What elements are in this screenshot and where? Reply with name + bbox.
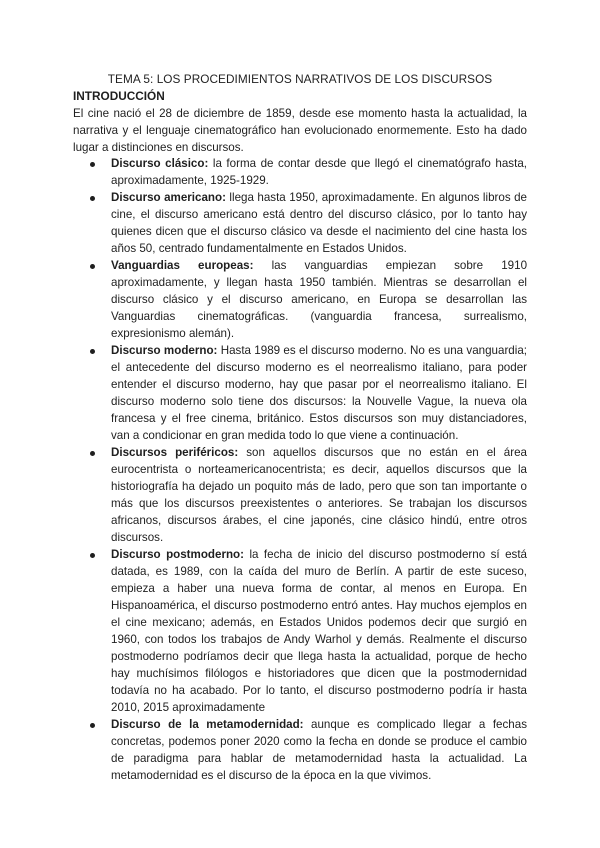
bullet-icon <box>90 723 95 728</box>
list-item-discurso-clasico <box>73 155 527 189</box>
list-item-term: Discurso clásico: <box>111 157 209 170</box>
list-item-text: llega hasta 1950, aproximadamente. En algunos libros de cine, el discurso americano está dentro del discurso clásico, por lo tanto hay quienes dicen que el discurso clásico va desde el nacimiento del cine hasta los años 50, centrado fundamentalmente en Estados Unidos. <box>111 191 527 255</box>
section-heading: INTRODUCCIÓN <box>73 89 165 103</box>
list-item-text: la fecha de inicio del discurso postmoderno sí está datada, es 1989, con la caída del muro de Berlín. A partir de este suceso, empieza a haber una nueva forma de contar, al menos en Europa. En Hispanoamérica, el discurso postmoderno entró antes. Hay muchos ejemplos en el cine mexicano; además, en Estados Unidos podemos decir que surgió en 1960, con todos los trabajos de Andy Warhol y demás. Realmente el discurso postmoderno podríamos decir que llega hasta la actualidad, porque de hecho hay muchísimos filólogos e historiadores que dicen que la postmodernidad todavía no ha acabado. Por lo tanto, el discurso postmoderno podría ir hasta 2010, 2015 aproximadamente <box>111 548 528 714</box>
intro-paragraph: El cine nació el 28 de diciembre de 1859, desde ese momento hasta la actualidad, la narrativa y el lenguaje cinematográfico han evolucionado enormemente. Esto ha dado lugar a distinciones en discursos. <box>73 107 527 154</box>
list-item-discurso-americano <box>73 189 527 257</box>
bullet-icon <box>90 451 95 456</box>
bullet-icon <box>90 553 95 558</box>
list-item-text: la forma de contar desde que llegó el cinematógrafo hasta, aproximadamente, 1925-1929. <box>111 157 527 187</box>
list-item-discurso-moderno <box>73 342 527 444</box>
list-item-vanguardias-europeas <box>73 257 527 342</box>
list-item-text: aunque es complicado llegar a fechas concretas, podemos poner 2020 como la fecha en donde se produce el cambio de paradigma para hablar de metamodernidad hasta la actualidad. La metamodernidad es el discurso de la época en la que vivimos. <box>111 718 527 782</box>
list-item-text: las vanguardias empiezan sobre 1910 aproximadamente, y llegan hasta 1950 también. Mientras se desarrollan el discurso clásico y el discurso americano, en Europa se desarrollan las Vanguardias cinematográficas. (vanguardia francesa, surrealismo, expresionismo alemán). <box>111 259 528 340</box>
list-item-text: son aquellos discursos que no están en el área eurocentrista o norteamericanocentrista; es decir, aquellos discursos que la historiografía ha dejado un poquito más de lado, pero que son tan importante o más que los discursos preexistentes o anteriores. Se trabajan los discursos africanos, discursos árabes, el cine japonés, cine clásico hindú, entre otros discursos. <box>111 446 527 544</box>
bullet-icon <box>90 264 95 269</box>
list-item-term: Discurso postmoderno: <box>111 548 244 561</box>
list-item-discursos-perifericos <box>73 444 527 546</box>
bullet-icon <box>90 349 95 354</box>
list-item-term: Discurso moderno: <box>111 344 218 357</box>
bullet-icon <box>90 162 95 167</box>
list-item-discurso-metamodernidad <box>73 716 527 784</box>
list-item-discurso-postmoderno <box>73 546 527 716</box>
list-item-term: Vanguardias europeas: <box>111 259 254 272</box>
discourse-list <box>73 155 527 784</box>
list-item-term: Discursos periféricos: <box>111 446 239 459</box>
list-item-text: Hasta 1989 es el discurso moderno. No es una vanguardia; el antecedente del discurso moderno es el neorrealismo italiano, para poder entender el discurso moderno, hay que pasar por el neorrealismo italiano. El discurso moderno solo tiene dos discursos: la Nouvelle Vague, la nueva ola francesa y el free cinema, británico. Estos discursos son muy distanciadores, van a condicionar en gran medida todo lo que viene a continuación. <box>111 344 527 442</box>
list-item-term: Discurso de la metamodernidad: <box>111 718 304 731</box>
document-title: TEMA 5: LOS PROCEDIMIENTOS NARRATIVOS DE LOS DISCURSOS <box>107 72 493 86</box>
bullet-icon <box>90 196 95 201</box>
list-item-term: Discurso americano: <box>111 191 226 204</box>
